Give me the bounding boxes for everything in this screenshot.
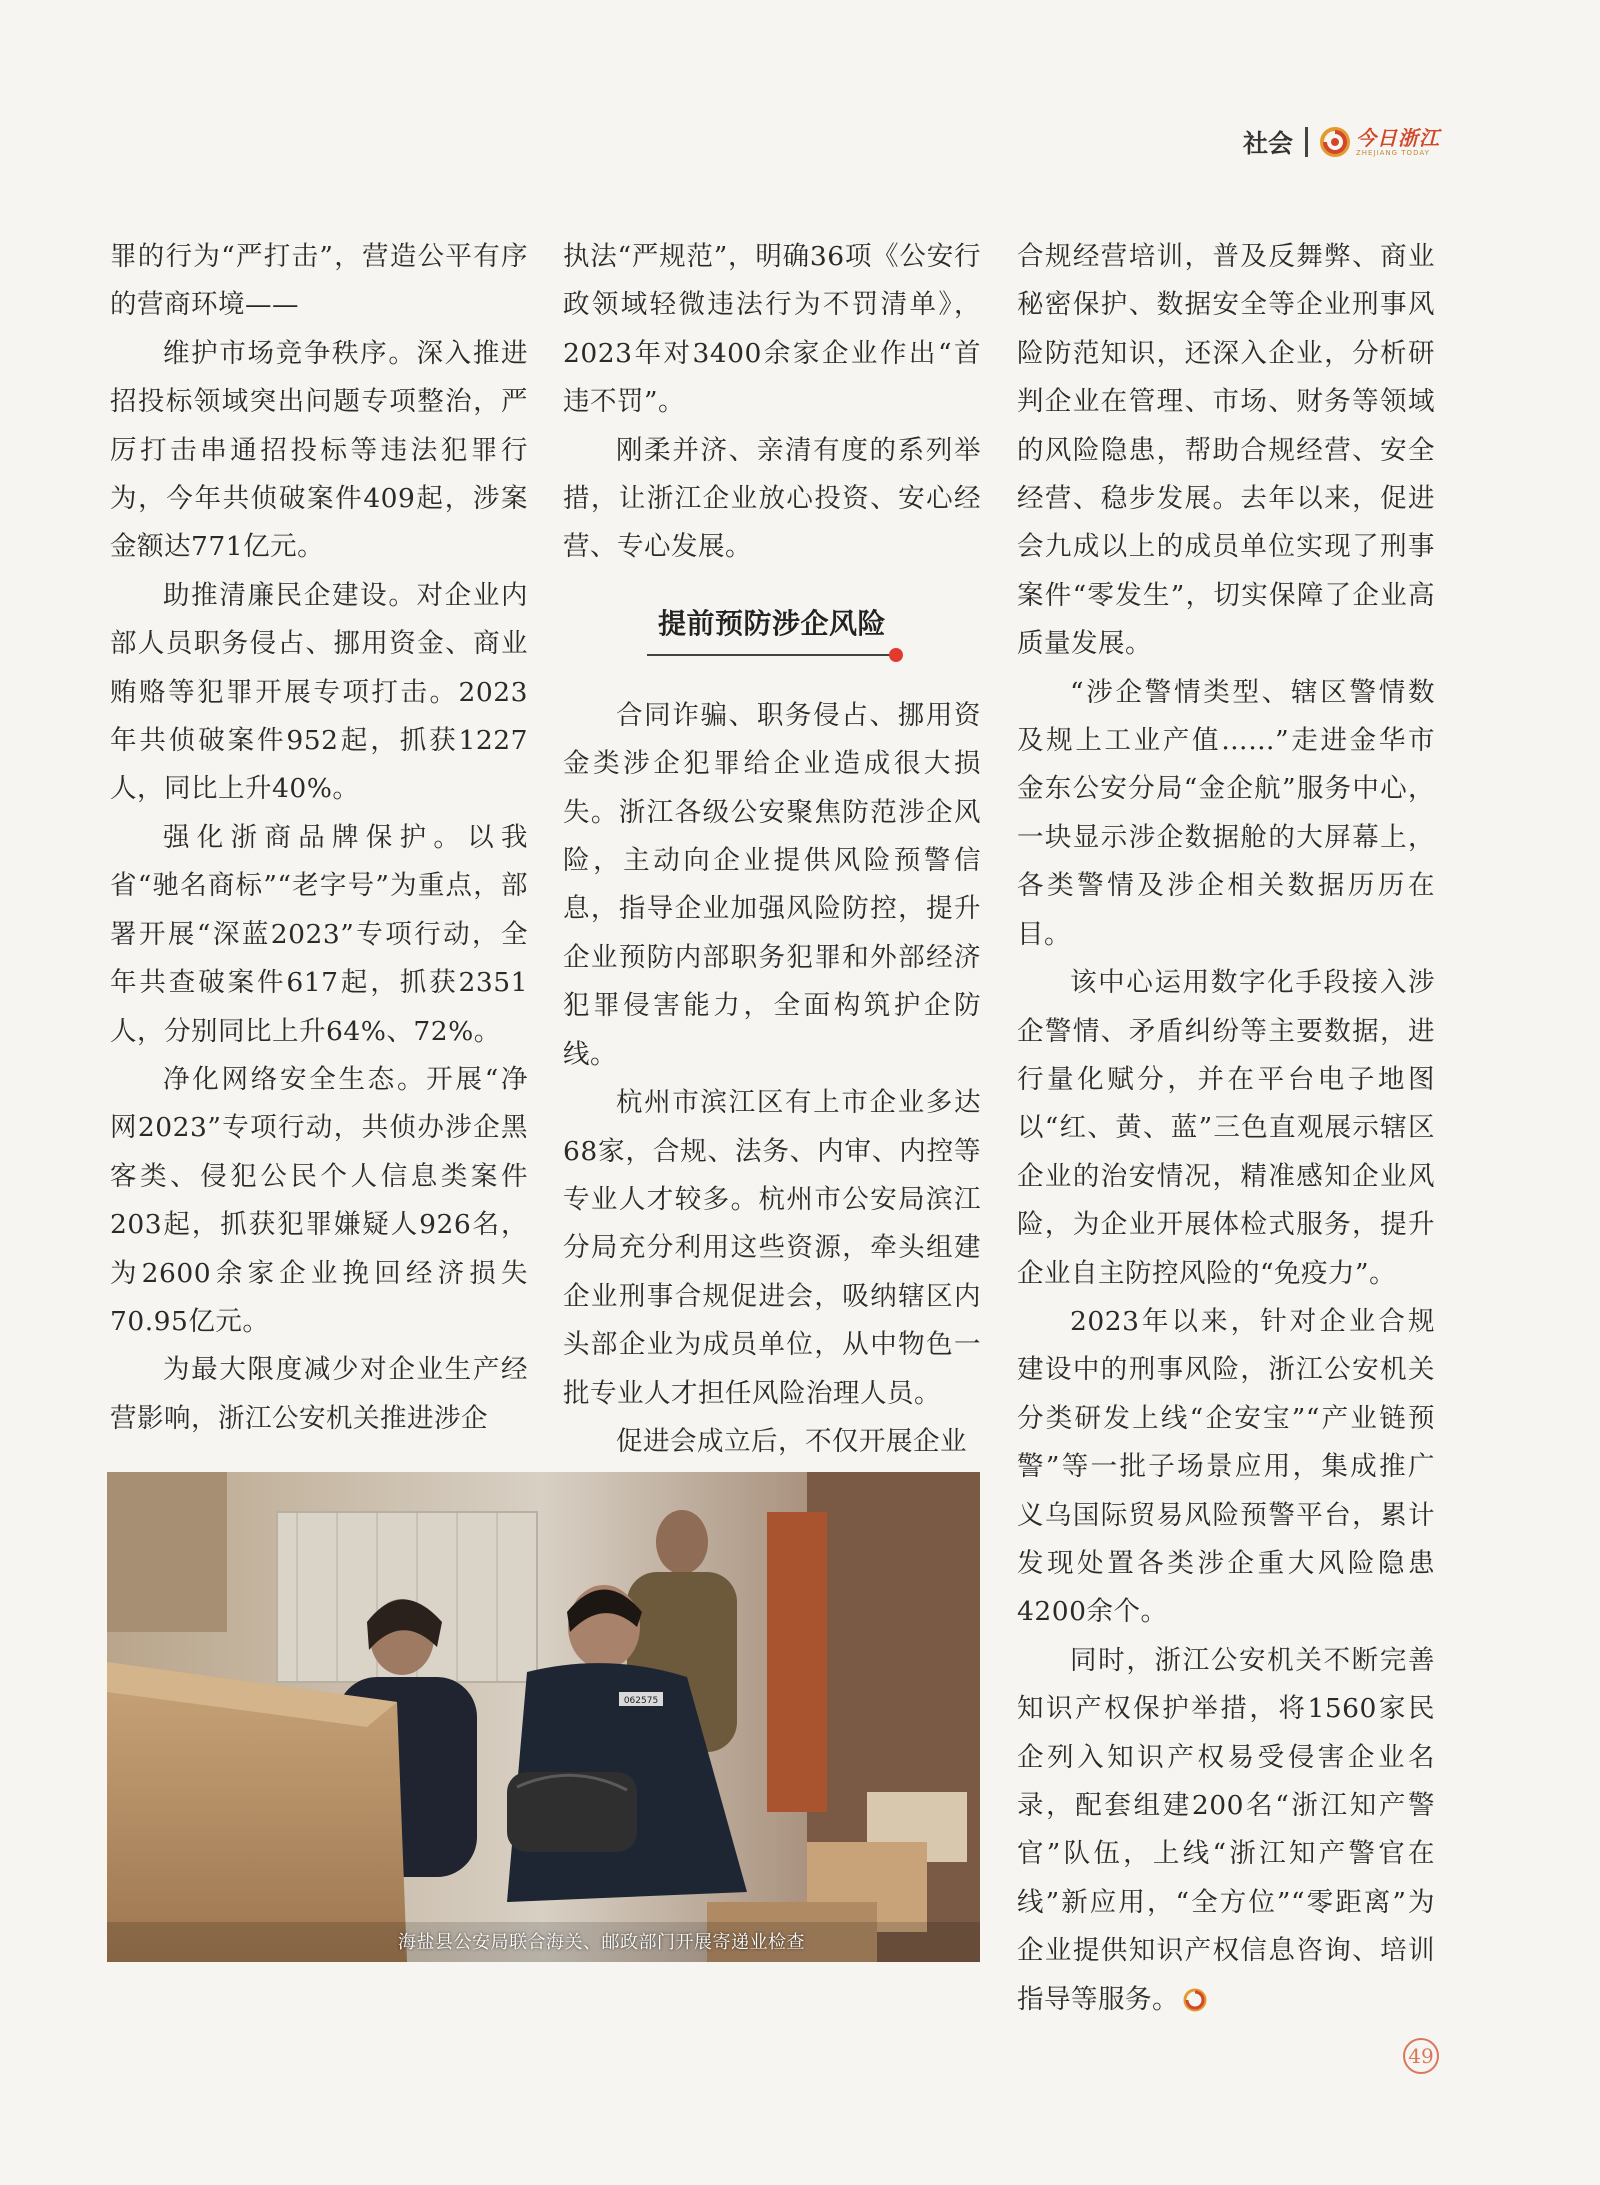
article-column-2 bbox=[563, 233, 981, 1466]
brand-name: 今日浙江 bbox=[1356, 125, 1440, 150]
paragraph: 刚柔并济、亲清有度的系列举措，让浙江企业放心投资、安心经营、专心发展。 bbox=[563, 434, 981, 563]
article-column-1 bbox=[110, 233, 528, 1443]
header-divider bbox=[1305, 127, 1308, 157]
paragraph: 合规经营培训，普及反舞弊、商业秘密保护、数据安全等企业刑事风险防范知识，还深入企业，分析研判企业在管理、市场、财务等领域的风险隐患，帮助合规经营、安全经营、稳步发展。去年以来，促进会九成以上的成员单位实现了刑事案件“零发生”，切实保障了企业高质量发展。 bbox=[1017, 241, 1435, 660]
photo-scene bbox=[107, 1472, 980, 1962]
paragraph-text: 同时，浙江公安机关不断完善知识产权保护举措，将1560家民企列入知识产权易受侵害企业名录，配套组建200名“浙江知产警官”队伍，上线“浙江知产警官在线”新应用，“全方位”“零距离”为企业提供知识产权信息咨询、培训指导等服务。 bbox=[1017, 1644, 1435, 2015]
brand-swirl-icon bbox=[1320, 127, 1350, 157]
paragraph: 执法“严规范”，明确36项《公安行政领域轻微违法行为不罚清单》，2023年对3400余家企业作出“首违不罚”。 bbox=[563, 241, 981, 418]
section-subheading bbox=[563, 604, 981, 656]
paragraph bbox=[1017, 1637, 1435, 2024]
page-number: 49 bbox=[1403, 2038, 1439, 2074]
page-header bbox=[1243, 122, 1440, 162]
brand-subtitle: ZHEJIANG TODAY bbox=[1356, 148, 1430, 157]
photo-caption: 海盐县公安局联合海关、邮政部门开展寄递业检查 bbox=[398, 1932, 805, 1953]
paragraph: 助推清廉民企建设。对企业内部人员职务侵占、挪用资金、商业贿赂等犯罪开展专项打击。2023年共侦破案件952起，抓获1227人，同比上升40%。 bbox=[110, 579, 528, 805]
paragraph: 维护市场竞争秩序。深入推进招投标领域突出问题专项整治，严厉打击串通招投标等违法犯罪行为，今年共侦破案件409起，涉案金额达771亿元。 bbox=[110, 337, 528, 563]
brand-logo bbox=[1320, 127, 1440, 157]
end-mark-icon bbox=[1183, 1988, 1207, 2012]
subheading-rule bbox=[647, 654, 897, 656]
paragraph: 净化网络安全生态。开展“净网2023”专项行动，共侦办涉企黑客类、侵犯公民个人信息类案件203起，抓获犯罪嫌疑人926名，为2600余家企业挽回经济损失70.95亿元。 bbox=[110, 1063, 528, 1337]
news-photo bbox=[107, 1472, 980, 1962]
paragraph: “涉企警情类型、辖区警情数及规上工业产值……”走进金华市金东公安分局“金企航”服务中心，一块显示涉企数据舱的大屏幕上，各类警情及涉企相关数据历历在目。 bbox=[1017, 676, 1435, 950]
paragraph: 强化浙商品牌保护。以我省“驰名商标”“老字号”为重点，部署开展“深蓝2023”专项行动，全年共查破案件617起，抓获2351人，分别同比上升64%、72%。 bbox=[110, 821, 528, 1047]
section-label: 社会 bbox=[1242, 129, 1293, 158]
article-column-3 bbox=[1017, 233, 1435, 2024]
subheading-text: 提前预防涉企风险 bbox=[657, 606, 886, 640]
paragraph: 杭州市滨江区有上市企业多达68家，合规、法务、内审、内控等专业人才较多。杭州市公安局滨江分局充分利用这些资源，牵头组建企业刑事合规促进会，吸纳辖区内头部企业为成员单位，从中物色一批专业人才担任风险治理人员。 bbox=[563, 1087, 981, 1409]
paragraph: 2023年以来，针对企业合规建设中的刑事风险，浙江公安机关分类研发上线“企安宝”“产业链预警”等一批子场景应用，集成推广义乌国际贸易风险预警平台，累计发现处置各类涉企重大风险隐患4200余个。 bbox=[1017, 1305, 1435, 1628]
paragraph: 罪的行为“严打击”，营造公平有序的营商环境—— bbox=[110, 241, 528, 321]
paragraph: 促进会成立后，不仅开展企业 bbox=[616, 1425, 967, 1457]
paragraph: 合同诈骗、职务侵占、挪用资金类涉企犯罪给企业造成很大损失。浙江各级公安聚焦防范涉企风险，主动向企业提供风险预警信息，指导企业加强风险防控，提升企业预防内部职务犯罪和外部经济犯罪侵害能力，全面构筑护企防线。 bbox=[563, 699, 981, 1070]
paragraph: 为最大限度减少对企业生产经营影响，浙江公安机关推进涉企 bbox=[110, 1354, 528, 1434]
paragraph: 该中心运用数字化手段接入涉企警情、矛盾纠纷等主要数据，进行量化赋分，并在平台电子地图以“红、黄、蓝”三色直观展示辖区企业的治安情况，精准感知企业风险，为企业开展体检式服务，提升企业自主防控风险的“免疫力”。 bbox=[1017, 967, 1435, 1289]
police-badge-number: 062575 bbox=[623, 1696, 659, 1706]
